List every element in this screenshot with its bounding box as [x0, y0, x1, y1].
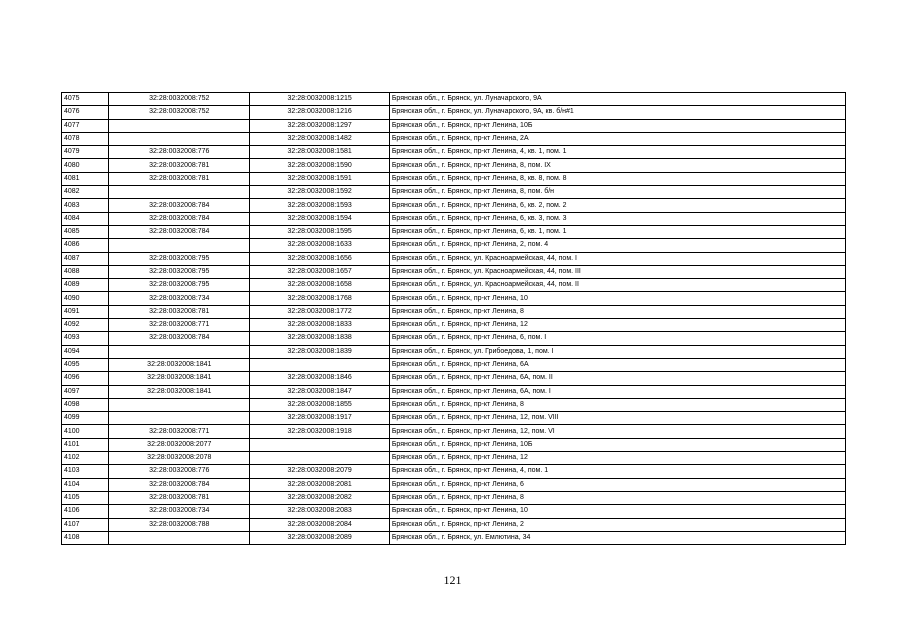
row-number-cell: 4104: [62, 478, 109, 491]
table-row: [62, 93, 846, 106]
table-row: [62, 132, 846, 145]
cadastral-number-cell: 32:28:0032008:1839: [250, 345, 389, 358]
row-number-cell: 4096: [62, 372, 109, 385]
cadastral-number-cell: 32:28:0032008:1216: [250, 106, 389, 119]
parent-cadastral-number-cell: [109, 119, 250, 132]
address-cell: Брянская обл., г. Брянск, пр-кт Ленина, 6, кв. 1, пом. 1: [389, 225, 845, 238]
address-cell: Брянская обл., г. Брянск, пр-кт Ленина, 6А: [389, 358, 845, 371]
table-row: [62, 491, 846, 504]
cadastral-number-cell: 32:28:0032008:1657: [250, 265, 389, 278]
row-number-cell: 4076: [62, 106, 109, 119]
cadastral-number-cell: 32:28:0032008:1590: [250, 159, 389, 172]
row-number-cell: 4080: [62, 159, 109, 172]
address-cell: Брянская обл., г. Брянск, пр-кт Ленина, 6А, пом. I: [389, 385, 845, 398]
cadastral-number-cell: 32:28:0032008:1656: [250, 252, 389, 265]
address-cell: Брянская обл., г. Брянск, пр-кт Ленина, 12, пом. VI: [389, 425, 845, 438]
table-row: [62, 425, 846, 438]
row-number-cell: 4108: [62, 531, 109, 544]
table-row: [62, 412, 846, 425]
row-number-cell: 4084: [62, 212, 109, 225]
cadastral-number-cell: 32:28:0032008:1768: [250, 292, 389, 305]
cadastral-number-cell: 32:28:0032008:2084: [250, 518, 389, 531]
row-number-cell: 4085: [62, 225, 109, 238]
row-number-cell: 4095: [62, 358, 109, 371]
address-cell: Брянская обл., г. Брянск, пр-кт Ленина, 12: [389, 319, 845, 332]
row-number-cell: 4077: [62, 119, 109, 132]
address-cell: Брянская обл., г. Брянск, пр-кт Ленина, 12, пом. VIII: [389, 412, 845, 425]
row-number-cell: 4089: [62, 279, 109, 292]
table-row: [62, 292, 846, 305]
parent-cadastral-number-cell: 32:28:0032008:784: [109, 225, 250, 238]
row-number-cell: 4081: [62, 172, 109, 185]
row-number-cell: 4102: [62, 452, 109, 465]
cadastral-number-cell: 32:28:0032008:1215: [250, 93, 389, 106]
parent-cadastral-number-cell: 32:28:0032008:776: [109, 146, 250, 159]
parent-cadastral-number-cell: 32:28:0032008:784: [109, 199, 250, 212]
address-cell: Брянская обл., г. Брянск, пр-кт Ленина, 6: [389, 478, 845, 491]
cadastral-number-cell: 32:28:0032008:1633: [250, 239, 389, 252]
parent-cadastral-number-cell: 32:28:0032008:781: [109, 305, 250, 318]
cadastral-number-cell: 32:28:0032008:2083: [250, 505, 389, 518]
parent-cadastral-number-cell: 32:28:0032008:795: [109, 252, 250, 265]
parent-cadastral-number-cell: 32:28:0032008:776: [109, 465, 250, 478]
table-row: [62, 239, 846, 252]
cadastral-number-cell: 32:28:0032008:1847: [250, 385, 389, 398]
table-row: [62, 319, 846, 332]
address-cell: Брянская обл., г. Брянск, пр-кт Ленина, 8: [389, 305, 845, 318]
table-row: [62, 332, 846, 345]
address-cell: Брянская обл., г. Брянск, ул. Грибоедова, 1, пом. I: [389, 345, 845, 358]
row-number-cell: 4079: [62, 146, 109, 159]
row-number-cell: 4098: [62, 398, 109, 411]
row-number-cell: 4090: [62, 292, 109, 305]
parent-cadastral-number-cell: 32:28:0032008:781: [109, 159, 250, 172]
row-number-cell: 4083: [62, 199, 109, 212]
address-cell: Брянская обл., г. Брянск, пр-кт Ленина, 12: [389, 452, 845, 465]
row-number-cell: 4093: [62, 332, 109, 345]
table-row: [62, 265, 846, 278]
table-row: [62, 518, 846, 531]
cadastral-number-cell: 32:28:0032008:1855: [250, 398, 389, 411]
row-number-cell: 4103: [62, 465, 109, 478]
address-cell: Брянская обл., г. Брянск, пр-кт Ленина, 8, кв. 8, пом. 8: [389, 172, 845, 185]
row-number-cell: 4092: [62, 319, 109, 332]
table-row: [62, 398, 846, 411]
parent-cadastral-number-cell: [109, 132, 250, 145]
address-cell: Брянская обл., г. Брянск, пр-кт Ленина, 2А: [389, 132, 845, 145]
address-cell: Брянская обл., г. Брянск, пр-кт Ленина, 10: [389, 292, 845, 305]
table-row: [62, 465, 846, 478]
row-number-cell: 4087: [62, 252, 109, 265]
address-cell: Брянская обл., г. Брянск, ул. Емлютина, 34: [389, 531, 845, 544]
address-cell: Брянская обл., г. Брянск, пр-кт Ленина, 10: [389, 505, 845, 518]
address-cell: Брянская обл., г. Брянск, ул. Красноармейская, 44, пом. I: [389, 252, 845, 265]
cadastral-number-cell: 32:28:0032008:2089: [250, 531, 389, 544]
table-row: [62, 225, 846, 238]
address-cell: Брянская обл., г. Брянск, пр-кт Ленина, 8, пом. IX: [389, 159, 845, 172]
parent-cadastral-number-cell: 32:28:0032008:1841: [109, 372, 250, 385]
row-number-cell: 4099: [62, 412, 109, 425]
cadastral-number-cell: 32:28:0032008:1658: [250, 279, 389, 292]
parent-cadastral-number-cell: [109, 412, 250, 425]
cadastral-number-cell: 32:28:0032008:1591: [250, 172, 389, 185]
table-row: [62, 305, 846, 318]
cadastral-number-cell: 32:28:0032008:1838: [250, 332, 389, 345]
row-number-cell: 4100: [62, 425, 109, 438]
table-row: [62, 279, 846, 292]
table-row: [62, 252, 846, 265]
parent-cadastral-number-cell: 32:28:0032008:1841: [109, 385, 250, 398]
parent-cadastral-number-cell: 32:28:0032008:795: [109, 279, 250, 292]
table-row: [62, 172, 846, 185]
row-number-cell: 4091: [62, 305, 109, 318]
table-row: [62, 452, 846, 465]
parent-cadastral-number-cell: 32:28:0032008:795: [109, 265, 250, 278]
address-cell: Брянская обл., г. Брянск, пр-кт Ленина, 4, пом. 1: [389, 465, 845, 478]
cadastral-number-cell: 32:28:0032008:1482: [250, 132, 389, 145]
parent-cadastral-number-cell: [109, 345, 250, 358]
address-cell: Брянская обл., г. Брянск, ул. Красноармейская, 44, пом. III: [389, 265, 845, 278]
row-number-cell: 4082: [62, 186, 109, 199]
parent-cadastral-number-cell: 32:28:0032008:2078: [109, 452, 250, 465]
row-number-cell: 4106: [62, 505, 109, 518]
address-cell: Брянская обл., г. Брянск, пр-кт Ленина, 4, кв. 1, пом. 1: [389, 146, 845, 159]
cadastral-number-cell: 32:28:0032008:1833: [250, 319, 389, 332]
cadastral-number-cell: 32:28:0032008:1918: [250, 425, 389, 438]
page-number: 121: [443, 573, 462, 587]
parent-cadastral-number-cell: 32:28:0032008:734: [109, 292, 250, 305]
address-cell: Брянская обл., г. Брянск, пр-кт Ленина, 6, пом. I: [389, 332, 845, 345]
parent-cadastral-number-cell: 32:28:0032008:1841: [109, 358, 250, 371]
row-number-cell: 4088: [62, 265, 109, 278]
row-number-cell: 4086: [62, 239, 109, 252]
address-cell: Брянская обл., г. Брянск, ул. Красноармейская, 44, пом. II: [389, 279, 845, 292]
cadastral-number-cell: 32:28:0032008:2081: [250, 478, 389, 491]
parent-cadastral-number-cell: 32:28:0032008:771: [109, 319, 250, 332]
row-number-cell: 4094: [62, 345, 109, 358]
parent-cadastral-number-cell: [109, 398, 250, 411]
cadastral-number-cell: 32:28:0032008:1593: [250, 199, 389, 212]
cadastral-number-cell: [250, 438, 389, 451]
row-number-cell: 4075: [62, 93, 109, 106]
table-row: [62, 385, 846, 398]
cadastral-number-cell: 32:28:0032008:1297: [250, 119, 389, 132]
address-cell: Брянская обл., г. Брянск, пр-кт Ленина, 8: [389, 398, 845, 411]
row-number-cell: 4097: [62, 385, 109, 398]
address-cell: Брянская обл., г. Брянск, пр-кт Ленина, 10Б: [389, 438, 845, 451]
row-number-cell: 4105: [62, 491, 109, 504]
parent-cadastral-number-cell: 32:28:0032008:771: [109, 425, 250, 438]
table-row: [62, 106, 846, 119]
cadastral-number-cell: 32:28:0032008:1917: [250, 412, 389, 425]
table-row: [62, 478, 846, 491]
table-row: [62, 438, 846, 451]
cadastral-number-cell: 32:28:0032008:2079: [250, 465, 389, 478]
table-row: [62, 186, 846, 199]
parent-cadastral-number-cell: 32:28:0032008:788: [109, 518, 250, 531]
table-row: [62, 146, 846, 159]
parent-cadastral-number-cell: 32:28:0032008:752: [109, 93, 250, 106]
cadastral-number-cell: 32:28:0032008:1595: [250, 225, 389, 238]
address-cell: Брянская обл., г. Брянск, пр-кт Ленина, 6А, пом. II: [389, 372, 845, 385]
registry-table: [61, 92, 846, 545]
address-cell: Брянская обл., г. Брянск, ул. Луначарского, 9А: [389, 93, 845, 106]
parent-cadastral-number-cell: 32:28:0032008:781: [109, 491, 250, 504]
parent-cadastral-number-cell: 32:28:0032008:784: [109, 478, 250, 491]
table-row: [62, 345, 846, 358]
cadastral-number-cell: [250, 358, 389, 371]
parent-cadastral-number-cell: [109, 239, 250, 252]
parent-cadastral-number-cell: 32:28:0032008:784: [109, 212, 250, 225]
row-number-cell: 4101: [62, 438, 109, 451]
parent-cadastral-number-cell: [109, 186, 250, 199]
cadastral-number-cell: 32:28:0032008:1592: [250, 186, 389, 199]
parent-cadastral-number-cell: [109, 531, 250, 544]
address-cell: Брянская обл., г. Брянск, пр-кт Ленина, 6, кв. 3, пом. 3: [389, 212, 845, 225]
table-row: [62, 531, 846, 544]
table-row: [62, 199, 846, 212]
address-cell: Брянская обл., г. Брянск, пр-кт Ленина, 8: [389, 491, 845, 504]
table-row: [62, 119, 846, 132]
cadastral-number-cell: [250, 452, 389, 465]
table-row: [62, 159, 846, 172]
table-row: [62, 358, 846, 371]
address-cell: Брянская обл., г. Брянск, пр-кт Ленина, 8, пом. б/н: [389, 186, 845, 199]
cadastral-number-cell: 32:28:0032008:1581: [250, 146, 389, 159]
address-cell: Брянская обл., г. Брянск, пр-кт Ленина, 6, кв. 2, пом. 2: [389, 199, 845, 212]
cadastral-number-cell: 32:28:0032008:1846: [250, 372, 389, 385]
address-cell: Брянская обл., г. Брянск, пр-кт Ленина, 2, пом. 4: [389, 239, 845, 252]
parent-cadastral-number-cell: 32:28:0032008:784: [109, 332, 250, 345]
cadastral-number-cell: 32:28:0032008:1772: [250, 305, 389, 318]
table-row: [62, 212, 846, 225]
parent-cadastral-number-cell: 32:28:0032008:2077: [109, 438, 250, 451]
row-number-cell: 4078: [62, 132, 109, 145]
address-cell: Брянская обл., г. Брянск, ул. Луначарского, 9А, кв. б/н#1: [389, 106, 845, 119]
cadastral-number-cell: 32:28:0032008:2082: [250, 491, 389, 504]
cadastral-number-cell: 32:28:0032008:1594: [250, 212, 389, 225]
address-cell: Брянская обл., г. Брянск, пр-кт Ленина, 10Б: [389, 119, 845, 132]
parent-cadastral-number-cell: 32:28:0032008:734: [109, 505, 250, 518]
registry-table-body: [62, 93, 846, 545]
table-row: [62, 372, 846, 385]
parent-cadastral-number-cell: 32:28:0032008:781: [109, 172, 250, 185]
address-cell: Брянская обл., г. Брянск, пр-кт Ленина, 2: [389, 518, 845, 531]
table-row: [62, 505, 846, 518]
row-number-cell: 4107: [62, 518, 109, 531]
parent-cadastral-number-cell: 32:28:0032008:752: [109, 106, 250, 119]
